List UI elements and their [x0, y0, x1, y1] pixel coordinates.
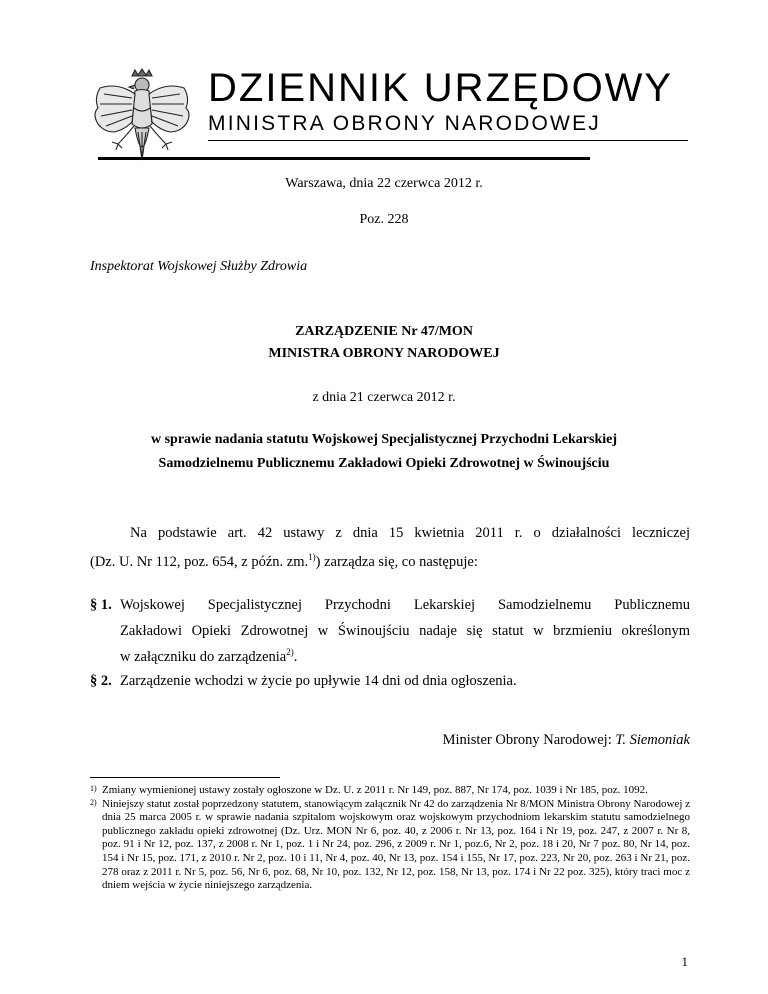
journal-subtitle: MINISTRA OBRONY NARODOWEJ: [208, 112, 601, 135]
signature: Minister Obrony Narodowej: T. Siemoniak: [442, 732, 690, 748]
issuing-body: Inspektorat Wojskowej Służby Zdrowia: [90, 259, 308, 274]
header-rule-thick: [98, 157, 590, 160]
white-eagle-emblem: [88, 68, 196, 170]
journal-title: DZIENNIK URZĘDOWY: [208, 66, 674, 110]
section-1-label: § 1.: [90, 597, 112, 613]
footnote-separator: [90, 777, 280, 778]
position-number: Poz. 228: [359, 212, 409, 227]
signatory-name: T. Siemoniak: [615, 732, 690, 748]
act-subject-line-2: Samodzielnemu Publicznemu Zakładowi Opieki Zdrowotnej w Świnoujściu: [158, 456, 610, 471]
footnote-2: 2) Niniejszy statut został poprzedzony statutem, stanowiącym załącznik Nr 42 do zarządzenia Nr 8/MON Ministra Obrony Narodowej z dnia 25 marca 2005 r. w sprawie nadania szpitalom wojskowym oraz wojskowym przychodniom lekarskim statutu samodzielnego publicznego zakładu opieki zdrowotnej (Dz. Urz. MON Nr 6, poz. 40, z 2006 r. Nr 13, poz. 164 i Nr 19, poz. 247, z 2007 r. Nr 8, poz. 91 i Nr 12, poz. 137, z 2008 r. Nr 1, poz. 1 i Nr 24, poz. 296, z 2009 r. Nr 1, poz.6, Nr 2, poz. 18 i 20, Nr 7 poz. 80, Nr 14, poz. 154 i Nr 15, poz. 171, z 2010 r. Nr 2, poz. 10 i 11, Nr 4, poz. 40, Nr 13, poz. 154 i 155, Nr 17, poz. 223, Nr 20, poz. 263 i Nr 21, poz. 278 oraz z 2011 r. Nr 5, poz. 56, Nr 6, poz. 68, Nr 10, poz. 132, Nr 12, poz. 158, Nr 13, poz. 174 i Nr 22 poz. 325), który traci moc z dniem wejścia w życie niniejszego zarządzenia.: [90, 797, 691, 892]
footnote-ref-2: 2): [286, 647, 294, 658]
act-subject-line-1: w sprawie nadania statutu Wojskowej Specjalistycznej Przychodni Lekarskiej: [150, 432, 618, 447]
section-1-line-3: w załączniku do zarządzenia$^{2)}$.: [120, 647, 298, 665]
place-date: Warszawa, dnia 22 czerwca 2012 r.: [285, 176, 483, 191]
preamble-line-1: Na podstawie art. 42 ustawy z dnia 15 kwietnia 2011 r. o działalności leczniczej: [130, 525, 690, 541]
footnote-ref-1: 1): [308, 552, 316, 563]
page-number: 1: [681, 954, 688, 969]
act-type: ZARZĄDZENIE Nr 47/MON: [295, 324, 473, 339]
preamble-line-2: (Dz. U. Nr 112, poz. 654, z późn. zm.$^{1)}$) zarządza się, co następuje:: [90, 552, 478, 570]
act-issuer: MINISTRA OBRONY NARODOWEJ: [268, 346, 500, 361]
section-1-line-2: Zakładowi Opieki Zdrowotnej w Świnoujściu nadaje się statut w brzmieniu określonym: [120, 623, 690, 639]
section-2-text: Zarządzenie wchodzi w życie po upływie 14 dni od dnia ogłoszenia.: [120, 673, 517, 689]
footnote-1: 1) Zmiany wymienionej ustawy zostały ogłoszone w Dz. U. z 2011 r. Nr 149, poz. 887, Nr 174, poz. 1039 i Nr 185, poz. 1092.: [90, 784, 648, 796]
header-rule-thin: [208, 140, 688, 141]
section-1-line-1: Wojskowej Specjalistycznej Przychodni Lekarskiej Samodzielnemu Publicznemu: [120, 597, 690, 613]
section-2-label: § 2.: [90, 673, 112, 689]
footnotes: [90, 784, 690, 893]
act-date: z dnia 21 czerwca 2012 r.: [312, 390, 456, 405]
